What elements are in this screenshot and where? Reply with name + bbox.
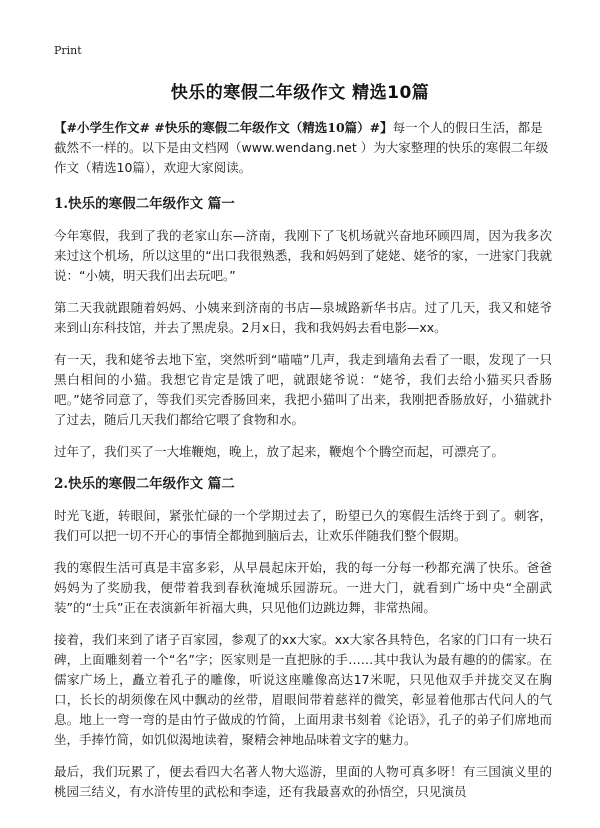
- paragraph: 过年了，我们买了一大堆鞭炮，晚上，放了起来，鞭炮个个腾空而起，可漂亮了。: [54, 444, 505, 459]
- section-heading-1: 1.快乐的寒假二年级作文 篇一: [54, 196, 235, 212]
- section-heading-2: 2.快乐的寒假二年级作文 篇二: [54, 476, 235, 492]
- page-title: 快乐的寒假二年级作文 精选10篇: [170, 83, 430, 103]
- paragraph: 最后，我们玩累了，便去看四大名著人物大巡游，里面的人物可真多呀！有三国演义里的桃园三结义，有水浒传里的武松和李逵，还有我最喜欢的孙悟空，只见演员: [54, 764, 552, 799]
- paragraph: 时光飞逝，转眼间，紧张忙碌的一个学期过去了，盼望已久的寒假生活终于到了。刺客，我们可以把一切不开心的事情全都抛到脑后去，让欢乐伴随我们整个假期。: [54, 508, 552, 543]
- intro-paragraph: [54, 118, 552, 178]
- paragraph: 今年寒假，我到了我的老家山东—济南，我刚下了飞机场就兴奋地环顾四周，因为我多次来过这个机场，所以这里的“出口我很熟悉，我和妈妈到了姥姥、姥爷的家，一进家门我就说：“小姨，明天我们出去玩吧。”: [54, 228, 552, 283]
- paragraph: 我的寒假生活可真是丰富多彩，从早晨起床开始，我的每一分每一秒都充满了快乐。爸爸妈妈为了奖励我，便带着我到春秋淹城乐园游玩。一进大门，就看到广场中央“全副武装”的“士兵”正在表演新年祈福大典，只见他们边跳边舞，非常热闹。: [54, 560, 552, 615]
- print-link[interactable]: Print: [54, 44, 82, 57]
- paragraph: 接着，我们来到了诸子百家园，参观了的xx大家。xx大家各具特色，名家的门口有一块石碑，上面雕刻着一个“名”字；医家则是一直把脉的手……其中我认为最有趣的的儒家。在儒家广场上，矗立着孔子的雕像，听说这座雕像高达17米呢，只见他双手并拢交叉在胸口，长长的胡须像在风中飘动的丝带，眉眼间带着慈祥的微笑，彰显着他那古代问人的气息。地上一弯一弯的是由竹子做成的竹简，上面用隶书刻着《论语》，孔子的弟子们席地而坐，手捧竹简，如饥似渴地读着，聚精会神地品味着文字的魅力。: [54, 632, 552, 747]
- article-body: [54, 118, 552, 814]
- intro-text: 每一个人的假日生活，都是截然不一样的。以下是由文档网（www.wendang.net ）为大家整理的快乐的寒假二年级作文（精选10篇），欢迎大家阅读。: [54, 120, 549, 175]
- paragraph: 第二天我就跟随着妈妈、小姨来到济南的书店—泉城路新华书店。过了几天，我又和姥爷来到山东科技馆，并去了黑虎泉。2月x日，我和我妈妈去看电影—xx。: [54, 300, 552, 335]
- paragraph: 有一天，我和姥爷去地下室，突然听到“喵喵”几声，我走到墙角去看了一眼，发现了一只黑白相间的小猫。我想它肯定是饿了吧，就跟姥爷说：“姥爷，我们去给小猫买只香肠吧。”姥爷同意了，等我们买完香肠回来，我把小猫叫了出来，我刚把香肠放好，小猫就扑了过去，随后几天我们都给它喂了食物和水。: [54, 352, 552, 427]
- intro-tag: 【#小学生作文# #快乐的寒假二年级作文（精选10篇）#】: [54, 120, 393, 135]
